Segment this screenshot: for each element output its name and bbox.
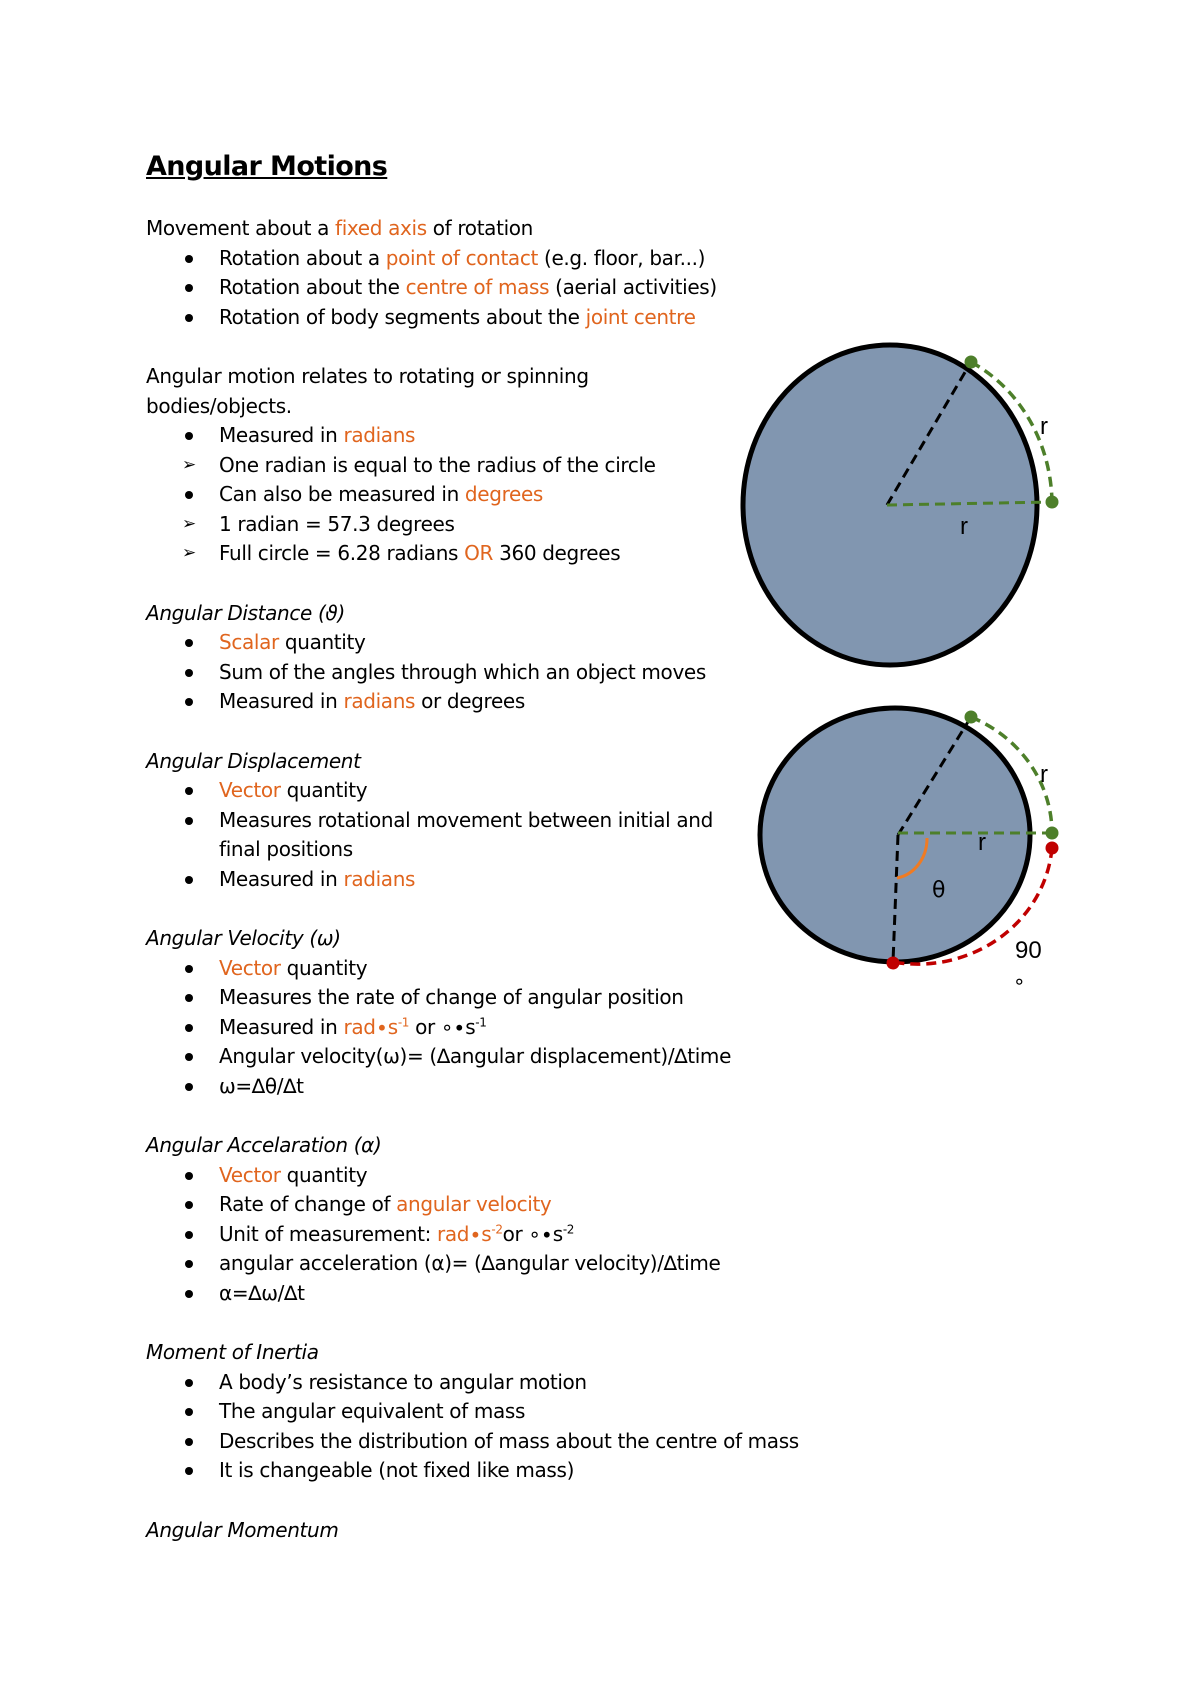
list-item: Rotation about the centre of mass (aerial activities) xyxy=(146,273,1046,303)
endpoint-dot xyxy=(965,356,978,369)
intro-line: Movement about a fixed axis of rotation xyxy=(146,216,534,240)
list-item: Sum of the angles through which an object moves xyxy=(146,658,1046,688)
list-item: Measured in radians or degrees xyxy=(146,687,1046,717)
section-heading-inertia: Moment of Inertia xyxy=(146,1340,319,1364)
list-item: Measured in radians xyxy=(146,421,1046,451)
motion-line-1: Angular motion relates to rotating or spinning xyxy=(146,364,589,388)
degree-value: 90 xyxy=(1015,937,1042,964)
radius-label: r xyxy=(978,829,986,856)
list-item: Describes the distribution of mass about the centre of mass xyxy=(146,1427,1046,1457)
list-item: α=∆ω/∆t xyxy=(146,1279,1046,1309)
list-item: A body’s resistance to angular motion xyxy=(146,1368,1046,1398)
displacement-diagram xyxy=(760,708,1059,993)
list-item: Unit of measurement: $rad\cdot s^{-2}or$ $\circ\cdot s^{-2}$ xyxy=(146,1220,1046,1250)
list-item: Measures the rate of change of angular position xyxy=(146,983,1046,1013)
list-item: ω=∆θ/∆t xyxy=(146,1072,1046,1102)
list-item: Rate of change of angular velocity xyxy=(146,1190,1046,1220)
list-item: ➢ 1 radian = 57.3 degrees xyxy=(146,510,1046,540)
endpoint-dot xyxy=(887,957,900,970)
arc-label: r xyxy=(1040,413,1048,440)
radius-label: r xyxy=(960,513,968,540)
list-item: Angular velocity(ω)= (∆angular displacement)/∆time xyxy=(146,1042,1046,1072)
endpoint-dot xyxy=(1046,827,1059,840)
section-heading-momentum: Angular Momentum xyxy=(146,1517,339,1542)
endpoint-dot xyxy=(1046,842,1059,855)
section-heading-velocity: Angular Velocity (ω) xyxy=(146,926,341,950)
list-item: Measured in radians xyxy=(146,865,1046,895)
list-item: Vector quantity xyxy=(146,776,1046,806)
endpoint-dot xyxy=(1046,496,1059,509)
list-item: The angular equivalent of mass xyxy=(146,1397,1046,1427)
section-heading-acceleration: Angular Accelaration (α) xyxy=(146,1133,382,1157)
list-item: Measures rotational movement between initial and final positions xyxy=(146,806,806,865)
list-item: ➢ Full circle = 6.28 radians OR 360 degrees xyxy=(146,539,1046,569)
list-item: Scalar quantity xyxy=(146,628,1046,658)
arrow-bullet-icon: ➢ xyxy=(182,543,196,563)
theta-label: θ xyxy=(932,878,946,903)
section-heading-distance: Angular Distance (ϑ) xyxy=(146,600,345,625)
arrow-bullet-icon: ➢ xyxy=(182,454,196,475)
list-item: Vector quantity xyxy=(146,1161,1046,1191)
list-item: Can also be measured in degrees xyxy=(146,480,1046,510)
list-item: Vector quantity xyxy=(146,954,1046,984)
list-item: Measured in $rad\cdot s^{-1}$ or $\circ\cdot s^{-1}$ xyxy=(146,1013,1046,1043)
list-item: It is changeable (not fixed like mass) xyxy=(146,1456,1046,1486)
list-item: angular acceleration (α)= (∆angular velocity)/∆time xyxy=(146,1249,1046,1279)
degree-symbol: ∘ xyxy=(1013,969,1026,993)
arrow-bullet-icon: ➢ xyxy=(182,513,196,534)
arc-label: r xyxy=(1040,761,1048,788)
page-title: Angular Motions xyxy=(146,151,388,182)
list-item: Rotation about a point of contact (e.g. floor, bar...) xyxy=(146,244,1046,274)
radian-diagram xyxy=(743,345,1059,665)
section-heading-displacement: Angular Displacement xyxy=(146,748,361,773)
list-item: Rotation of body segments about the joint centre xyxy=(146,303,1046,333)
motion-line-2: bodies/objects. xyxy=(146,393,292,418)
endpoint-dot xyxy=(965,711,978,724)
list-item: ➢ One radian is equal to the radius of the circle xyxy=(146,451,1046,481)
